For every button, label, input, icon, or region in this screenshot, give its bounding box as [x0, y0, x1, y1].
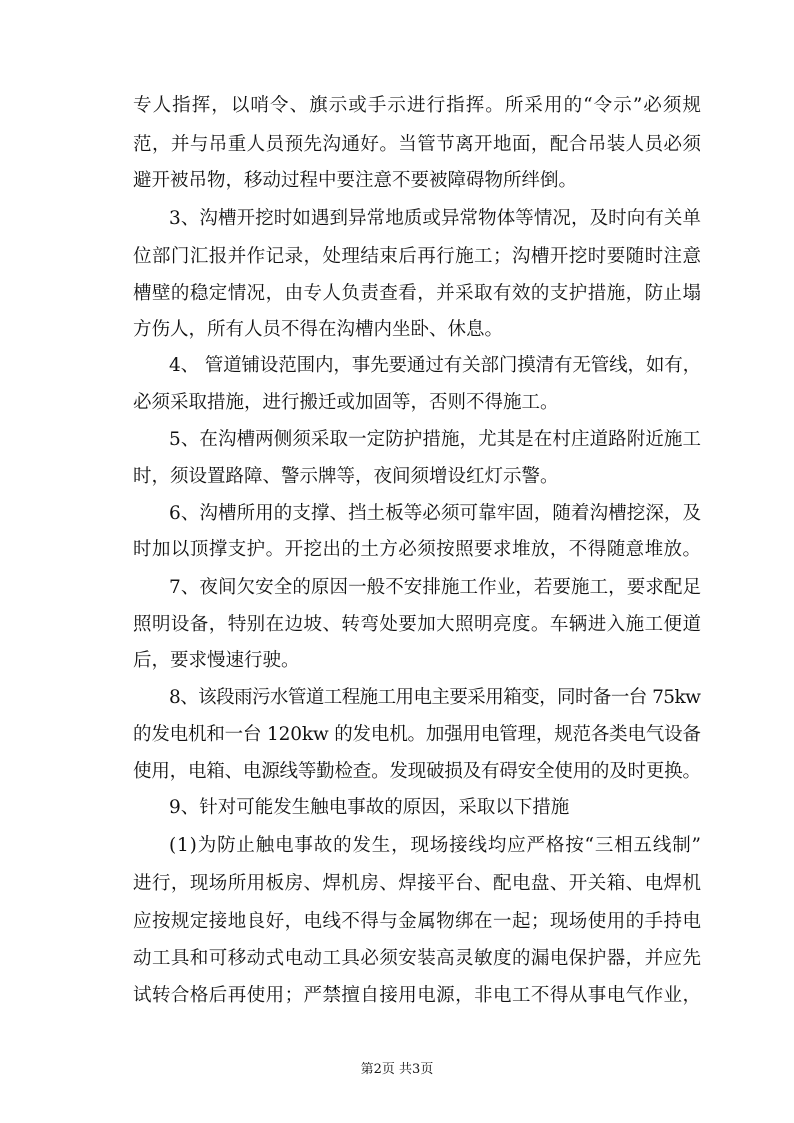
paragraph-line: 9、针对可能发生触电事故的原因，采取以下措施 — [169, 797, 570, 818]
paragraph-line: 后，要求慢速行驶。 — [133, 650, 300, 671]
paragraph-line: 槽壁的稳定情况，由专人负责查看，并采取有效的支护措施，防止塌 — [133, 283, 702, 304]
paragraph-line: 时加以顶撑支护。开挖出的土方必须按照要求堆放，不得随意堆放。 — [133, 539, 702, 560]
paragraph-line: (1)为防止触电事故的发生，现场接线均应严格按“三相五线制” — [169, 835, 702, 856]
paragraph-line: 5、在沟槽两侧须采取一定防护措施，尤其是在村庄道路附近施工 — [169, 429, 702, 450]
paragraph-line: 必须采取措施，进行搬迁或加固等，否则不得施工。 — [133, 392, 559, 413]
paragraph-line: 动工具和可移动式电动工具必须安装高灵敏度的漏电保护器，并应先 — [133, 948, 702, 969]
paragraph-line: 6、沟槽所用的支撑、挡土板等必须可靠牢固，随着沟槽挖深，及 — [169, 503, 702, 524]
paragraph-line: 避开被吊物，移动过程中要注意不要被障碍物所绊倒。 — [133, 170, 578, 191]
paragraph-line: 位部门汇报并作记录，处理结束后再行施工；沟槽开挖时要随时注意 — [133, 246, 702, 267]
paragraph-line: 方伤人，所有人员不得在沟槽内坐卧、休息。 — [133, 319, 504, 340]
paragraph-line: 范，并与吊重人员预先沟通好。当管节离开地面，配合吊装人员必须 — [133, 134, 702, 155]
paragraph-line: 照明设备，特别在边坡、转弯处要加大照明亮度。车辆进入施工便道 — [133, 614, 702, 635]
paragraph-line: 试转合格后再使用；严禁擅自接用电源，非电工不得从事电气作业， — [133, 985, 702, 1006]
paragraph-line: 使用，电箱、电源线等勤检查。发现破损及有碍安全使用的及时更换。 — [133, 761, 701, 782]
paragraph-line: 进行，现场所用板房、焊机房、焊接平台、配电盘、开关箱、电焊机 — [133, 873, 702, 894]
paragraph-line: 应按规定接地良好，电线不得与金属物绑在一起；现场使用的手持电 — [133, 911, 702, 932]
page-footer: 第2页 共3页 — [360, 1062, 434, 1077]
paragraph-line: 专人指挥，以哨令、旗示或手示进行指挥。所采用的“令示”必须规 — [133, 95, 703, 116]
paragraph-line: 4、 管道铺设范围内，事先要通过有关部门摸清有无管线，如有， — [169, 355, 701, 376]
paragraph-line: 3、沟槽开挖时如遇到异常地质或异常物体等情况，及时向有关单 — [169, 208, 702, 229]
paragraph-line: 时，须设置路障、警示牌等，夜间须增设红灯示警。 — [133, 466, 559, 487]
paragraph-line: 8、该段雨污水管道工程施工用电主要采用箱变，同时备一台 75kw — [169, 687, 701, 708]
paragraph-line: 的发电机和一台 120kw 的发电机。加强用电管理，规范各类电气设备 — [133, 724, 701, 745]
paragraph-line: 7、夜间欠安全的原因一般不安排施工作业，若要施工，要求配足 — [169, 577, 702, 598]
